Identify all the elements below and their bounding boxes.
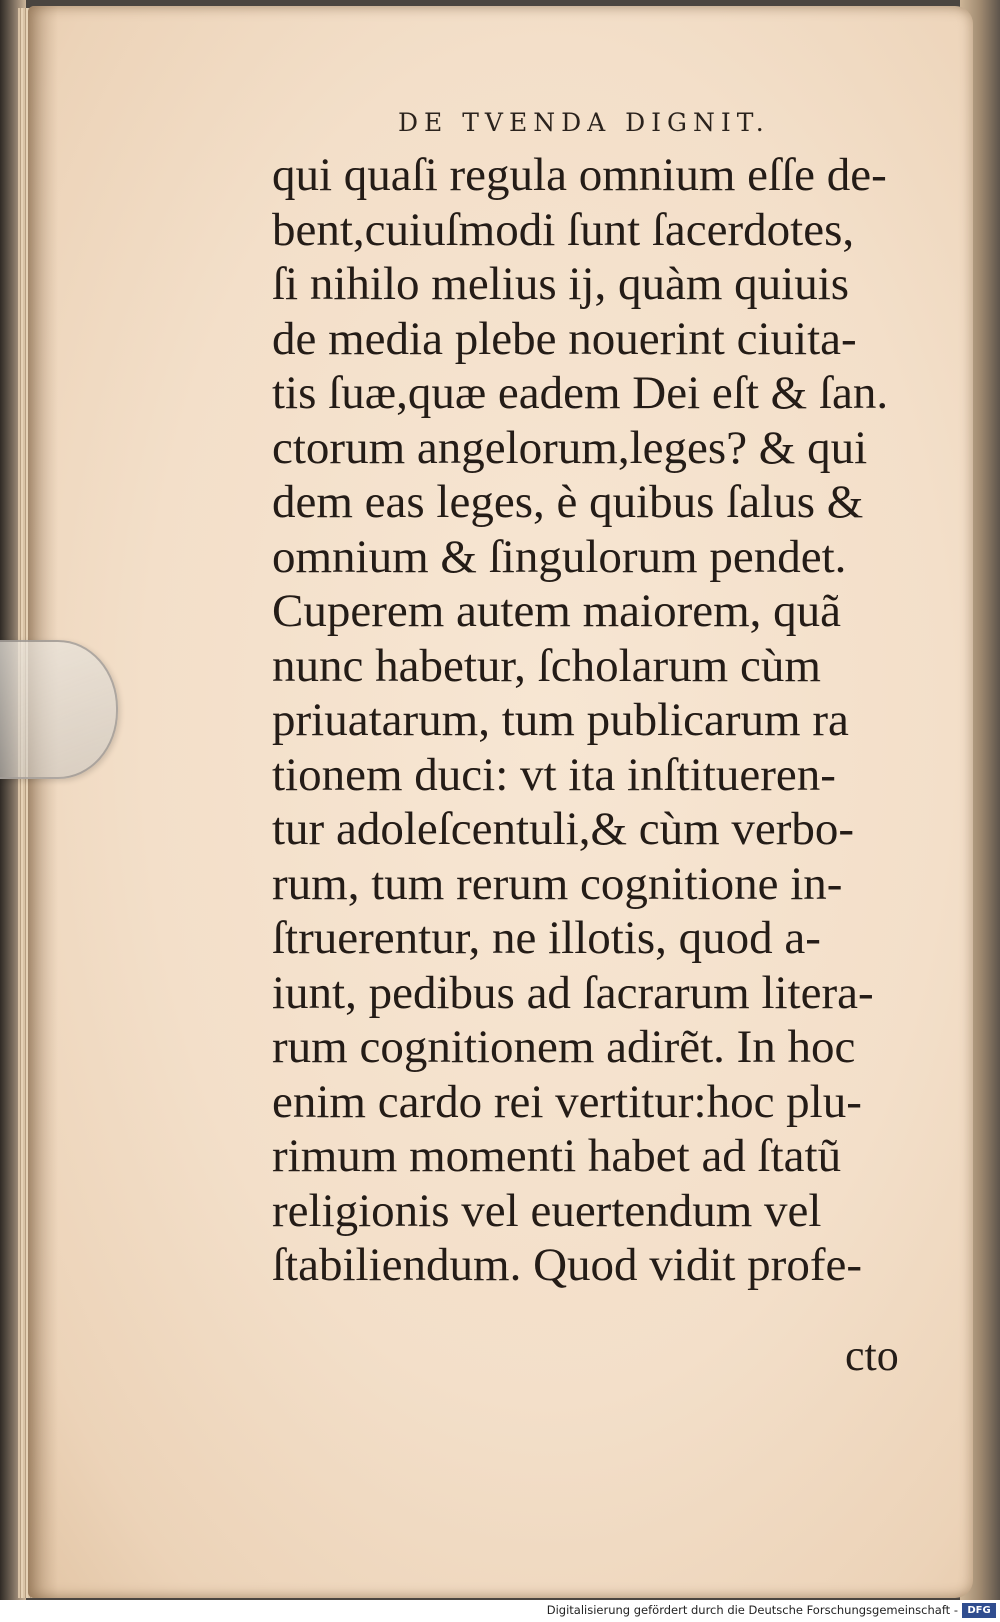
catchword: cto [845, 1331, 899, 1380]
dfg-logo-icon: DFG [962, 1603, 996, 1618]
text-line: omnium & ſingulorum pendet. [272, 530, 847, 583]
text-line: ſtruerentur, ne illotis, quod a- [272, 912, 821, 964]
text-line: nunc habetur, ſcholarum cùm [272, 639, 821, 692]
text-line: Cuperem autem maiorem, quã [272, 585, 842, 637]
body-text [272, 148, 932, 1293]
text-line: de media plebe nouerint ciuita- [272, 312, 857, 365]
text-line: enim cardo rei vertitur:hoc plu- [272, 1075, 862, 1128]
gutter-shadow [28, 6, 58, 1598]
text-line: religionis vel euertendum vel [272, 1184, 822, 1237]
text-line: ſtabiliendum. Quod vidit profe- [272, 1239, 863, 1291]
text-line: tionem duci: vt ita inſtitueren- [272, 748, 836, 801]
running-head: DE TVENDA DIGNIT. [398, 108, 770, 137]
text-line: tur adoleſcentuli,& cùm verbo- [272, 803, 855, 855]
text-line: iunt, pedibus ad ſacrarum litera- [272, 966, 874, 1019]
text-line: bent,cuiuſmodi ſunt ſacerdotes, [272, 203, 855, 256]
page-clip [0, 640, 118, 779]
funding-notice: Digitalisierung gefördert durch die Deutsche Forschungsgemeinschaft - [546, 1603, 958, 1617]
text-line: tis ſuæ,quæ eadem Dei eſt & ſan. [272, 367, 889, 419]
text-line: priuatarum, tum publicarum ra [272, 694, 849, 746]
text-line: ſi nihilo melius ij, quàm quiuis [272, 258, 850, 310]
text-line: ctorum angelorum,leges? & qui [272, 421, 868, 474]
text-line: dem eas leges, è quibus ſalus & [272, 476, 864, 528]
text-line: rum, tum rerum cognitione in- [272, 857, 843, 910]
text-line: rimum momenti habet ad ſtatũ [272, 1130, 842, 1182]
text-line: rum cognitionem adirẽt. In hoc [272, 1021, 856, 1073]
text-line: qui quaſi regula omnium eſſe de- [272, 149, 887, 201]
